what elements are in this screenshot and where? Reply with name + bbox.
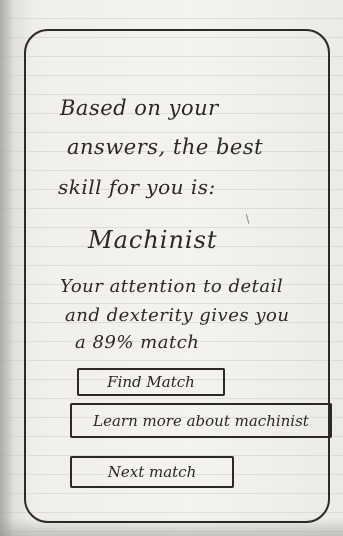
match-description-line-2: and dexterity gives you bbox=[65, 305, 290, 326]
paper-left-shadow bbox=[0, 0, 14, 536]
result-intro-line-1: Based on your bbox=[60, 96, 219, 120]
match-description-line-1: Your attention to detail bbox=[60, 276, 284, 297]
learn-more-button[interactable]: Learn more about machinist bbox=[70, 403, 332, 438]
result-intro-line-2: answers, the best bbox=[67, 135, 264, 159]
matched-skill-title: Machinist bbox=[88, 226, 218, 254]
next-match-button[interactable]: Next match bbox=[70, 456, 234, 488]
match-description-line-3: a 89% match bbox=[75, 332, 200, 353]
result-intro-line-3: skill for you is: bbox=[58, 175, 216, 199]
find-match-button[interactable]: Find Match bbox=[77, 368, 225, 396]
